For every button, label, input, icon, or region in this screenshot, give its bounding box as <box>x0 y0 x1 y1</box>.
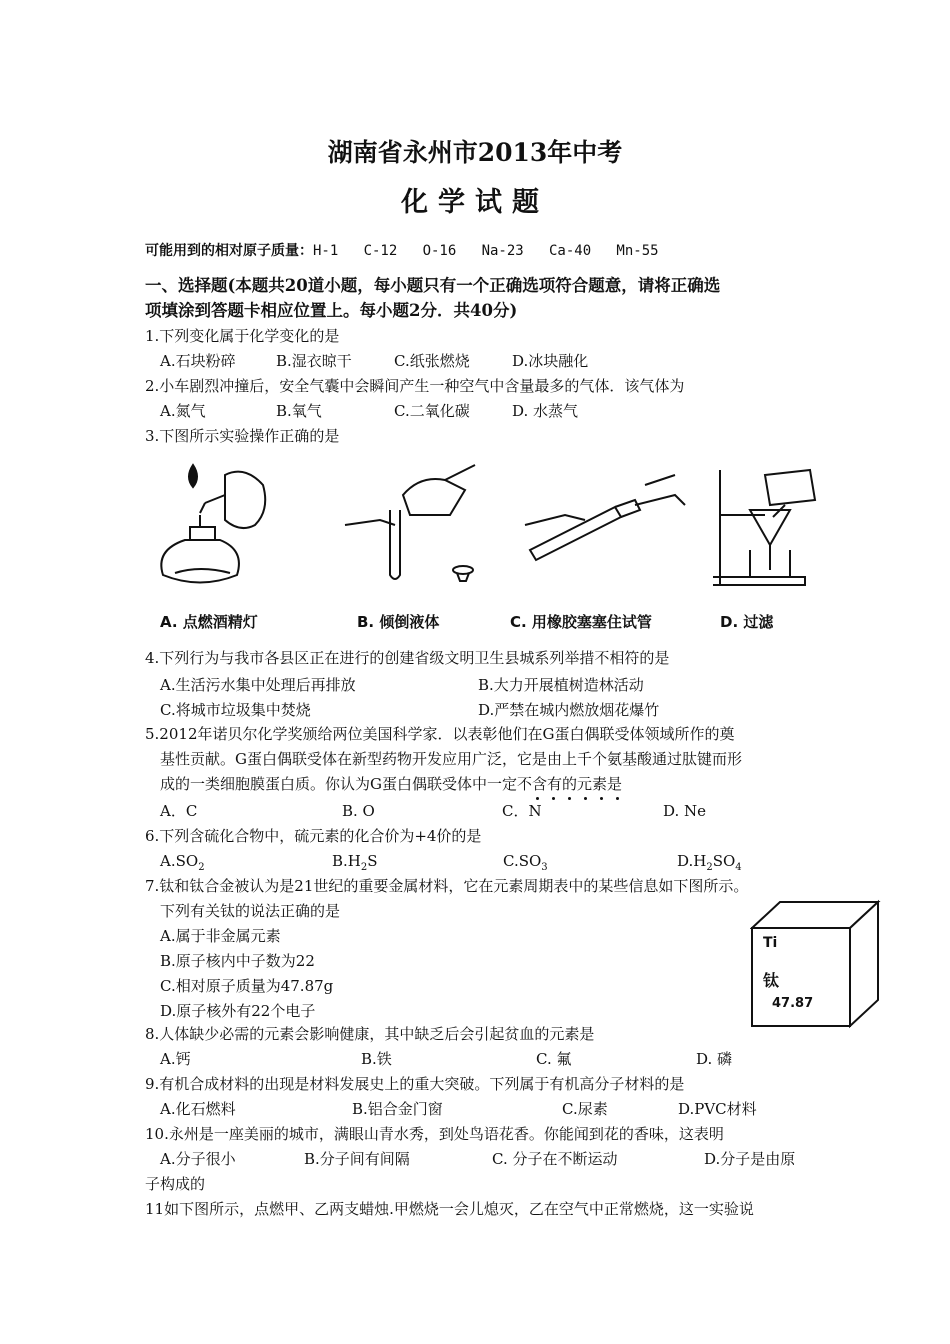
q8-option-a: A.钙 <box>160 1050 191 1068</box>
q4-option-a: A.生活污水集中处理后再排放 <box>160 676 356 694</box>
q7-option-b: B.原子核内中子数为22 <box>160 952 315 970</box>
q8-option-b: B.铁 <box>361 1050 392 1068</box>
emphasis-dot <box>584 797 587 800</box>
alcohol-lamp-illustration <box>161 465 265 583</box>
pour-liquid-illustration <box>345 465 475 581</box>
q9-option-c: C.尿素 <box>562 1100 608 1118</box>
emphasis-dot <box>600 797 603 800</box>
q9-stem: 9.有机合成材料的出现是材料发展史上的重大突破。下列属于有机高分子材料的是 <box>145 1075 685 1093</box>
emphasis-dot <box>568 797 571 800</box>
q2-stem: 2.小车剧烈冲撞后，安全气囊中会瞬间产生一种空气中含量最多的气体．该气体为 <box>145 377 685 395</box>
periodic-element-box <box>750 898 882 1030</box>
figure-label-b: B. 倾倒液体 <box>357 613 440 631</box>
q7-option-c: C.相对原子质量为47.87g <box>160 977 334 995</box>
q4-option-b: B.大力开展植树造林活动 <box>478 676 644 694</box>
atomic-masses-label: 可能用到的相对原子质量： <box>145 243 313 259</box>
element-symbol: Ti <box>763 935 778 951</box>
q8-stem: 8.人体缺少必需的元素会影响健康，其中缺乏后会引起贫血的元素是 <box>145 1025 595 1043</box>
q5-option-d: D. Ne <box>663 802 707 820</box>
q1-option-a: A.石块粉碎 <box>160 352 236 370</box>
q9-option-b: B.铝合金门窗 <box>352 1100 443 1118</box>
q7-option-a: A.属于非金属元素 <box>160 927 281 945</box>
section-heading-line2: 项填涂到答题卡相应位置上。每小题2分．共40分) <box>145 301 518 320</box>
element-name: 钛 <box>763 971 780 990</box>
emphasis-dot <box>536 797 539 800</box>
page-title: 湖南省永州市2013年中考 <box>327 138 623 167</box>
page-subtitle: 化学试题 <box>401 187 549 218</box>
atomic-masses <box>145 240 659 261</box>
q6-option-c: $C.SO_3$ <box>503 852 548 873</box>
q6-option-d: $D.H_2SO_4$ <box>677 852 742 873</box>
q5-option-b: B. O <box>342 802 375 820</box>
q6-stem: 6.下列含硫化合物中，硫元素的化合价为+4价的是 <box>145 827 482 845</box>
q8-option-d: D. 磷 <box>696 1050 733 1068</box>
q10-option-c: C. 分子在不断运动 <box>492 1150 618 1168</box>
q4-option-c: C.将城市垃圾集中焚烧 <box>160 701 311 719</box>
q7-line2: 下列有关钛的说法正确的是 <box>160 902 341 920</box>
q4-option-d: D.严禁在城内燃放烟花爆竹 <box>478 701 660 719</box>
q6-option-b-text: B.H <box>332 852 361 870</box>
figure-label-a: A. 点燃酒精灯 <box>160 613 258 631</box>
q7-option-d: D.原子核外有22个电子 <box>160 1002 316 1020</box>
q10-option-b: B.分子间有间隔 <box>304 1150 410 1168</box>
q2-option-a: A.氮气 <box>160 402 206 420</box>
q5-line2: 基性贡献。G蛋白偶联受体在新型药物开发应用广泛，它是由上千个氨基酸通过肽键而形 <box>160 750 742 768</box>
q3-stem: 3.下图所示实验操作正确的是 <box>145 427 340 445</box>
q2-option-c: C.二氧化碳 <box>394 402 470 420</box>
filtration-illustration <box>713 470 815 585</box>
q5-line1: 5.2012年诺贝尔化学奖颁给两位美国科学家．以表彰他们在G蛋白偶联受体领域所作的奠 <box>145 725 735 743</box>
q11-line1: 11如下图所示，点燃甲、乙两支蜡烛.甲燃烧一会儿熄灭，乙在空气中正常燃烧，这一实验说 <box>145 1200 754 1218</box>
emphasis-dot <box>552 797 555 800</box>
emphasis-dot <box>616 797 619 800</box>
q9-option-d: D.PVC材料 <box>678 1100 757 1118</box>
q2-option-d: D. 水蒸气 <box>512 402 579 420</box>
q1-option-c: C.纸张燃烧 <box>394 352 470 370</box>
q1-option-b: B.湿衣晾干 <box>276 352 352 370</box>
q5-option-c: C．N <box>502 802 542 820</box>
q9-option-a: A.化石燃料 <box>160 1100 236 1118</box>
q1-option-d: D.冰块融化 <box>512 352 589 370</box>
q4-stem: 4.下列行为与我市各县区正在进行的创建省级文明卫生县城系列举措不相符的是 <box>145 649 670 667</box>
q6-option-b: $B.H_2S$ <box>332 852 378 873</box>
atomic-masses-values: H-1 C-12 O-16 Na-23 Ca-40 Mn-55 <box>313 243 659 259</box>
figure-label-c: C. 用橡胶塞塞住试管 <box>510 613 652 631</box>
q1-stem: 1.下列变化属于化学变化的是 <box>145 327 340 345</box>
q6-option-c-text: C.SO <box>503 852 542 870</box>
lab-operations-figure <box>145 455 825 605</box>
q7-line1: 7.钛和钛合金被认为是21世纪的重要金属材料，它在元素周期表中的某些信息如下图所示。 <box>145 877 749 895</box>
figure-label-d: D. 过滤 <box>720 613 774 631</box>
q10-option-d-continued: 子构成的 <box>145 1175 206 1193</box>
q8-option-c: C. 氟 <box>536 1050 572 1068</box>
q10-option-a: A.分子很小 <box>160 1150 236 1168</box>
q5-line3: 成的一类细胞膜蛋白质。你认为G蛋白偶联受体中一定不含有的元素是 <box>160 775 622 793</box>
q2-option-b: B.氧气 <box>276 402 322 420</box>
q6-option-a: $A.SO_2$ <box>160 852 205 873</box>
q5-option-a: A．C <box>160 802 198 820</box>
q6-option-a-text: A.SO <box>160 852 199 870</box>
element-mass: 47.87 <box>772 996 814 1011</box>
section-heading-line1: 一、选择题(本题共20道小题，每小题只有一个正确选项符合题意，请将正确选 <box>145 276 721 295</box>
q10-option-d: D.分子是由原 <box>704 1150 796 1168</box>
q10-stem: 10.永州是一座美丽的城市，满眼山青水秀，到处鸟语花香。你能闻到花的香味，这表明 <box>145 1125 724 1143</box>
q6-option-d-text: D.H <box>677 852 707 870</box>
stopper-test-tube-illustration <box>525 475 685 560</box>
